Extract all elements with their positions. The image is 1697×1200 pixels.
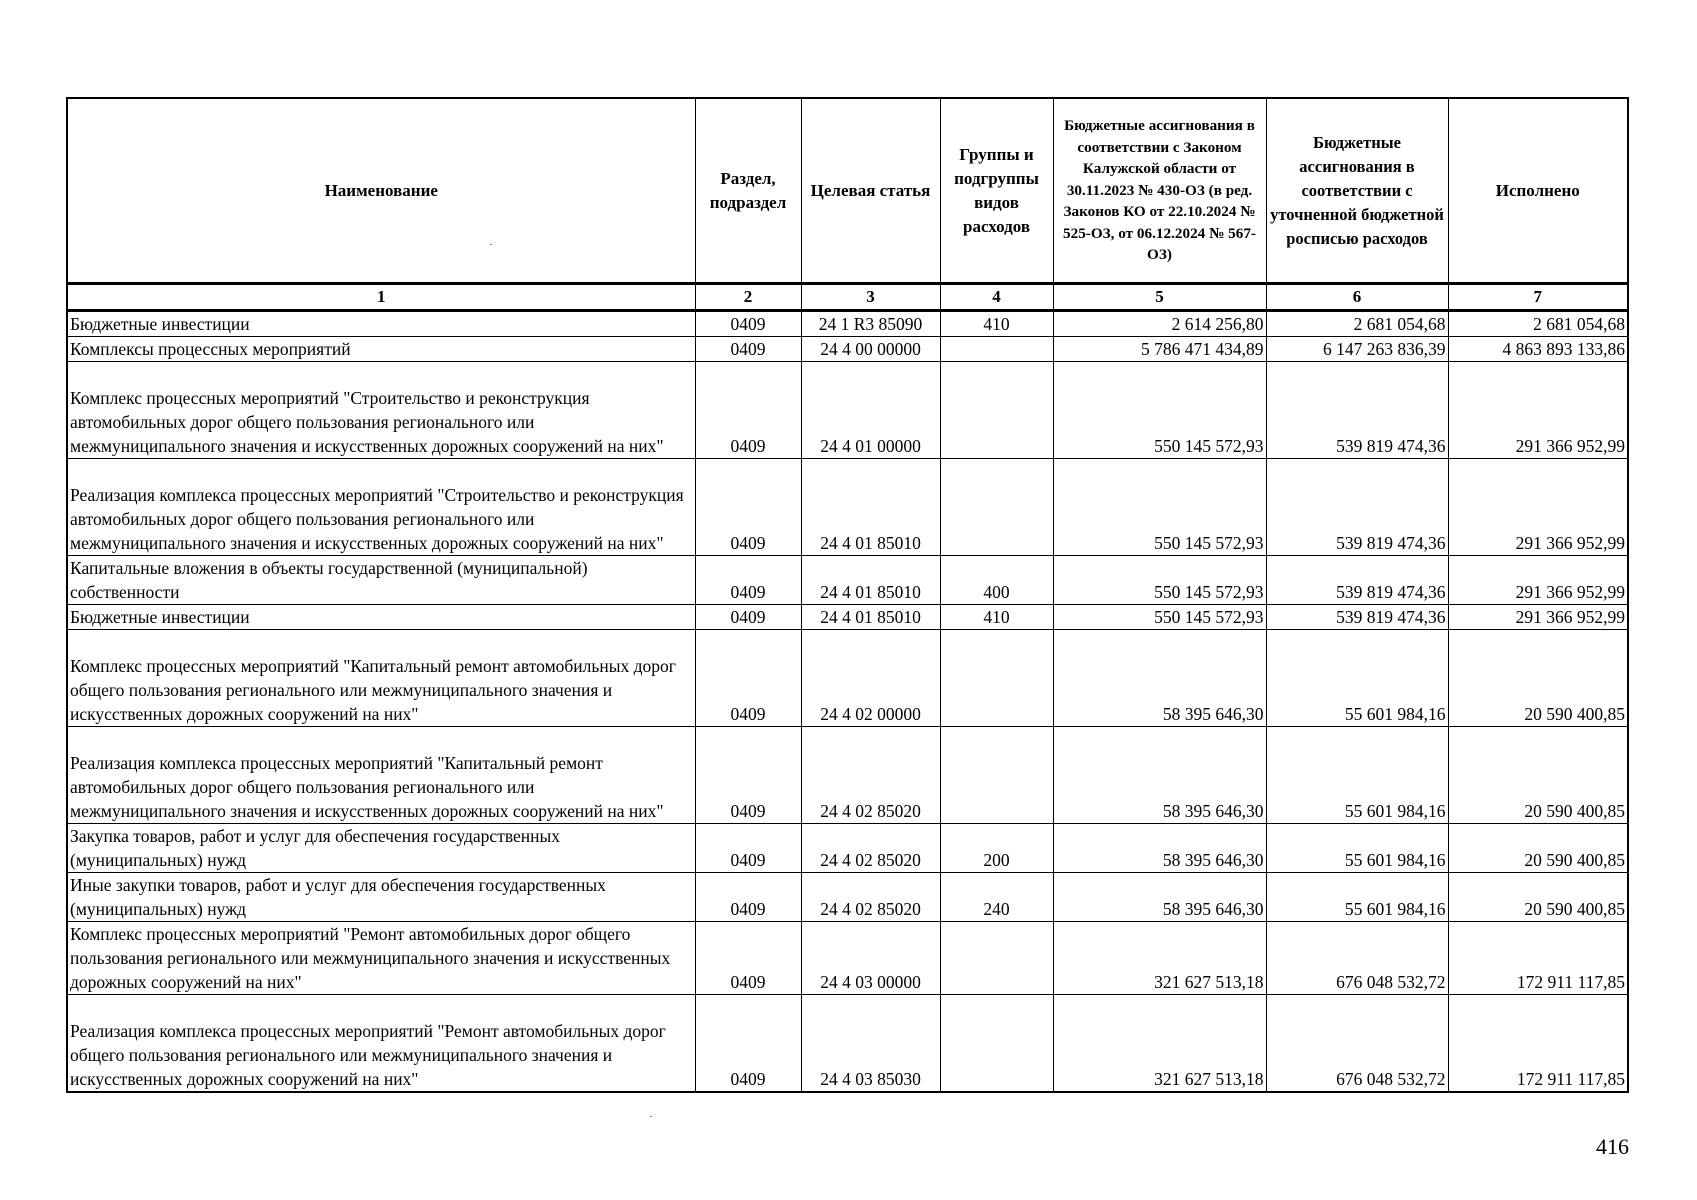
row-executed-amount: 4 863 893 133,86 <box>1448 337 1628 362</box>
table-row <box>67 922 1628 995</box>
row-law-amount: 58 395 646,30 <box>1053 727 1266 824</box>
row-article: 24 4 02 85020 <box>801 873 940 922</box>
row-name: Комплекс процессных мероприятий "Строительство и реконструкция автомобильных дорог общего пользования регионального или межмуниципального значения и искусственных дорожных сооружений на них" <box>67 362 695 459</box>
row-law-amount: 58 395 646,30 <box>1053 873 1266 922</box>
row-name: Закупка товаров, работ и услуг для обеспечения государственных (муниципальных) нужд <box>67 824 695 873</box>
row-article: 24 1 R3 85090 <box>801 311 940 337</box>
table-row <box>67 556 1628 605</box>
row-law-amount: 5 786 471 434,89 <box>1053 337 1266 362</box>
row-group <box>940 995 1053 1092</box>
row-article: 24 4 01 00000 <box>801 362 940 459</box>
row-section: 0409 <box>695 873 801 922</box>
table-body <box>67 311 1628 1092</box>
row-section: 0409 <box>695 727 801 824</box>
row-executed-amount: 20 590 400,85 <box>1448 727 1628 824</box>
row-group: 410 <box>940 311 1053 337</box>
row-law-amount: 58 395 646,30 <box>1053 824 1266 873</box>
row-law-amount: 550 145 572,93 <box>1053 362 1266 459</box>
row-law-amount: 321 627 513,18 <box>1053 995 1266 1092</box>
column-number: 4 <box>940 284 1053 311</box>
row-law-amount: 550 145 572,93 <box>1053 605 1266 630</box>
row-revised-amount: 55 601 984,16 <box>1266 824 1448 873</box>
header-law-allocations: Бюджетные ассигнования в соответствии с Законом Калужской области от 30.11.2023 № 430-ОЗ (в ред. Законов КО от 22.10.2024 № 525-ОЗ, от 06.12.2024 № 567-ОЗ) <box>1053 98 1266 284</box>
row-section: 0409 <box>695 605 801 630</box>
row-section: 0409 <box>695 311 801 337</box>
row-executed-amount: 291 366 952,99 <box>1448 605 1628 630</box>
row-group: 240 <box>940 873 1053 922</box>
header-revised-allocations: Бюджетные ассигнования в соответствии с уточненной бюджетной росписью расходов <box>1266 98 1448 284</box>
header-groups: Группы и подгруппы видов расходов <box>940 98 1053 284</box>
row-section: 0409 <box>695 362 801 459</box>
row-executed-amount: 172 911 117,85 <box>1448 995 1628 1092</box>
row-law-amount: 58 395 646,30 <box>1053 630 1266 727</box>
page-number: 416 <box>1596 1134 1629 1159</box>
row-group <box>940 337 1053 362</box>
row-name: Реализация комплекса процессных мероприятий "Строительство и реконструкция автомобильных дорог общего пользования регионального или межмуниципального значения и искусственных дорожных сооружений на них" <box>67 459 695 556</box>
column-number: 7 <box>1448 284 1628 311</box>
row-law-amount: 550 145 572,93 <box>1053 459 1266 556</box>
row-section: 0409 <box>695 630 801 727</box>
scan-speck <box>490 244 492 245</box>
row-executed-amount: 20 590 400,85 <box>1448 873 1628 922</box>
table-header <box>67 98 1628 311</box>
row-section: 0409 <box>695 459 801 556</box>
header-section: Раздел, подраздел <box>695 98 801 284</box>
column-number: 6 <box>1266 284 1448 311</box>
row-article: 24 4 02 00000 <box>801 630 940 727</box>
table-row <box>67 824 1628 873</box>
row-name: Капитальные вложения в объекты государственной (муниципальной) собственности <box>67 556 695 605</box>
header-name: Наименование <box>67 98 695 284</box>
row-executed-amount: 20 590 400,85 <box>1448 630 1628 727</box>
row-name: Реализация комплекса процессных мероприятий "Капитальный ремонт автомобильных дорог общего пользования регионального или межмуниципального значения и искусственных дорожных сооружений на них" <box>67 727 695 824</box>
row-group <box>940 459 1053 556</box>
row-revised-amount: 55 601 984,16 <box>1266 630 1448 727</box>
row-revised-amount: 6 147 263 836,39 <box>1266 337 1448 362</box>
header-executed: Исполнено <box>1448 98 1628 284</box>
row-executed-amount: 2 681 054,68 <box>1448 311 1628 337</box>
row-executed-amount: 291 366 952,99 <box>1448 556 1628 605</box>
row-law-amount: 2 614 256,80 <box>1053 311 1266 337</box>
column-numbers-row <box>67 284 1628 311</box>
row-revised-amount: 55 601 984,16 <box>1266 873 1448 922</box>
row-group <box>940 630 1053 727</box>
row-name: Бюджетные инвестиции <box>67 311 695 337</box>
table-row <box>67 605 1628 630</box>
row-article: 24 4 03 85030 <box>801 995 940 1092</box>
row-section: 0409 <box>695 556 801 605</box>
row-section: 0409 <box>695 337 801 362</box>
row-revised-amount: 676 048 532,72 <box>1266 922 1448 995</box>
row-article: 24 4 01 85010 <box>801 605 940 630</box>
row-revised-amount: 55 601 984,16 <box>1266 727 1448 824</box>
header-article: Целевая статья <box>801 98 940 284</box>
row-name: Комплекс процессных мероприятий "Капитальный ремонт автомобильных дорог общего пользования регионального или межмуниципального значения и искусственных дорожных сооружений на них" <box>67 630 695 727</box>
budget-table <box>66 97 1629 1093</box>
table-row <box>67 727 1628 824</box>
row-article: 24 4 03 00000 <box>801 922 940 995</box>
row-revised-amount: 539 819 474,36 <box>1266 605 1448 630</box>
column-number: 2 <box>695 284 801 311</box>
row-name: Иные закупки товаров, работ и услуг для обеспечения государственных (муниципальных) нужд <box>67 873 695 922</box>
column-number: 5 <box>1053 284 1266 311</box>
row-revised-amount: 676 048 532,72 <box>1266 995 1448 1092</box>
row-law-amount: 321 627 513,18 <box>1053 922 1266 995</box>
column-number: 1 <box>67 284 695 311</box>
row-name: Бюджетные инвестиции <box>67 605 695 630</box>
budget-document <box>66 97 1629 1093</box>
table-row <box>67 337 1628 362</box>
column-number: 3 <box>801 284 940 311</box>
row-article: 24 4 01 85010 <box>801 459 940 556</box>
row-article: 24 4 02 85020 <box>801 727 940 824</box>
row-executed-amount: 291 366 952,99 <box>1448 362 1628 459</box>
row-name: Комплекс процессных мероприятий "Ремонт автомобильных дорог общего пользования регионального или межмуниципального значения и искусственных дорожных сооружений на них" <box>67 922 695 995</box>
row-article: 24 4 01 85010 <box>801 556 940 605</box>
row-section: 0409 <box>695 824 801 873</box>
row-name: Комплексы процессных мероприятий <box>67 337 695 362</box>
row-section: 0409 <box>695 922 801 995</box>
row-executed-amount: 291 366 952,99 <box>1448 459 1628 556</box>
row-group <box>940 362 1053 459</box>
table-row <box>67 311 1628 337</box>
table-row <box>67 362 1628 459</box>
row-executed-amount: 20 590 400,85 <box>1448 824 1628 873</box>
row-law-amount: 550 145 572,93 <box>1053 556 1266 605</box>
row-group: 200 <box>940 824 1053 873</box>
row-article: 24 4 02 85020 <box>801 824 940 873</box>
row-section: 0409 <box>695 995 801 1092</box>
row-executed-amount: 172 911 117,85 <box>1448 922 1628 995</box>
row-group: 400 <box>940 556 1053 605</box>
row-article: 24 4 00 00000 <box>801 337 940 362</box>
row-revised-amount: 539 819 474,36 <box>1266 459 1448 556</box>
row-revised-amount: 539 819 474,36 <box>1266 362 1448 459</box>
row-revised-amount: 2 681 054,68 <box>1266 311 1448 337</box>
table-row <box>67 873 1628 922</box>
row-group: 410 <box>940 605 1053 630</box>
table-row <box>67 995 1628 1092</box>
scan-speck <box>650 1116 652 1117</box>
header-row <box>67 98 1628 284</box>
table-row <box>67 630 1628 727</box>
row-group <box>940 727 1053 824</box>
table-row <box>67 459 1628 556</box>
row-revised-amount: 539 819 474,36 <box>1266 556 1448 605</box>
row-group <box>940 922 1053 995</box>
row-name: Реализация комплекса процессных мероприятий "Ремонт автомобильных дорог общего пользования регионального или межмуниципального значения и искусственных дорожных сооружений на них" <box>67 995 695 1092</box>
